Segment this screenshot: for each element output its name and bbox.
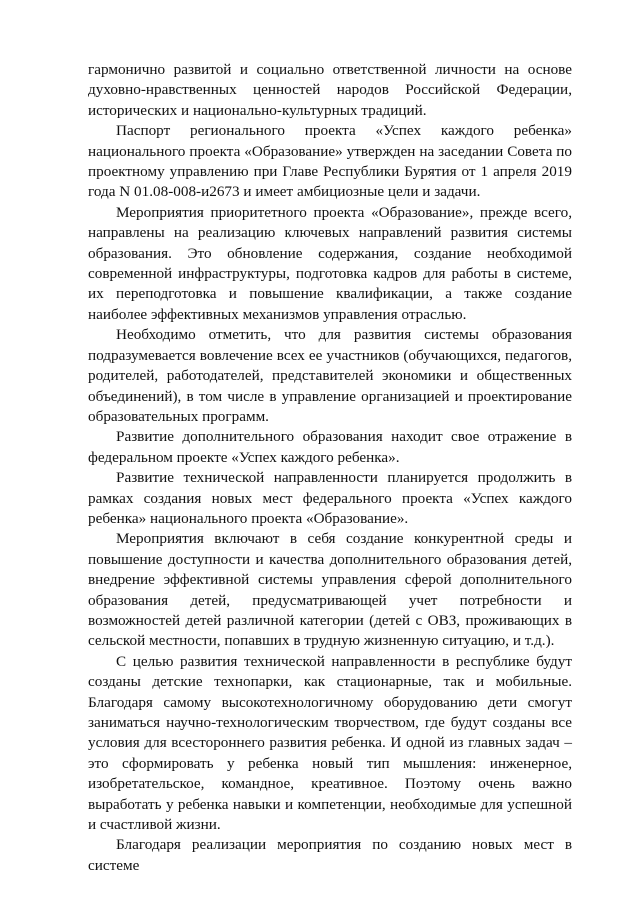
paragraph-participant-involvement: Необходимо отметить, что для развития системы образования подразумевается вовлечение всех ее участников (обучающихся, педагогов, родителей, работодателей, представителей экономики и общественных объединений), в том числе в управление организацией и проектирование образовательных программ. [88,326,572,425]
paragraph-regional-project-passport: Паспорт регионального проекта «Успех каждого ребенка» национального проекта «Образование» утвержден на заседании Совета по проектному управлению при Главе Республики Бурятия от 1 апреля 2019 года N 01.08-008-и2673 и имеет амбициозные цели и задачи. [88,122,572,201]
paragraph-new-places: Благодаря реализации мероприятия по созданию новых мест в системе [88,836,572,874]
paragraph-priority-project-measures: Мероприятия приоритетного проекта «Образование», прежде всего, направлены на реализацию ключевых направлений развития системы образования. Это обновление содержания, создание необходимой современной инфраструктуры, подготовка кадров для работы в системе, их переподготовка и повышение квалификации, а также создание наиболее эффективных механизмов управления отраслью. [88,203,572,323]
paragraph-additional-education: Развитие дополнительного образования находит свое отражение в федеральном проекте «Успех каждого ребенка». [88,428,572,466]
document-page [88,60,572,876]
paragraph-continuation: гармонично развитой и социально ответственной личности на основе духовно-нравственных ценностей народов Российской Федерации, исторических и национально-культурных традиций. [88,61,572,119]
paragraph-technoparks: С целью развития технической направленности в республике будут созданы детские технопарки, как стационарные, так и мобильные. Благодаря самому высокотехнологичному оборудованию дети смогут заниматься научно-технологическим творчеством, где будут созданы все условия для всестороннего развития ребенка. И одной из главных задач – это сформировать у ребенка новый тип мышления: инженерное, изобретательское, командное, креативное. Поэтому очень важно выработать у ребенка навыки и компетенции, необходимые для успешной и счастливой жизни. [88,652,572,834]
paragraph-technical-direction: Развитие технической направленности планируется продолжить в рамках создания новых мест федерального проекта «Успех каждого ребенка» национального проекта «Образование». [88,469,572,527]
paragraph-measures-include: Мероприятия включают в себя создание конкурентной среды и повышение доступности и качества дополнительного образования детей, внедрение эффективной системы управления сферой дополнительного образования детей, предусматривающей учет потребности и возможностей детей различной категории (детей с ОВЗ, проживающих в сельской местности, попавших в трудную жизненную ситуацию, и т.д.). [88,530,572,650]
